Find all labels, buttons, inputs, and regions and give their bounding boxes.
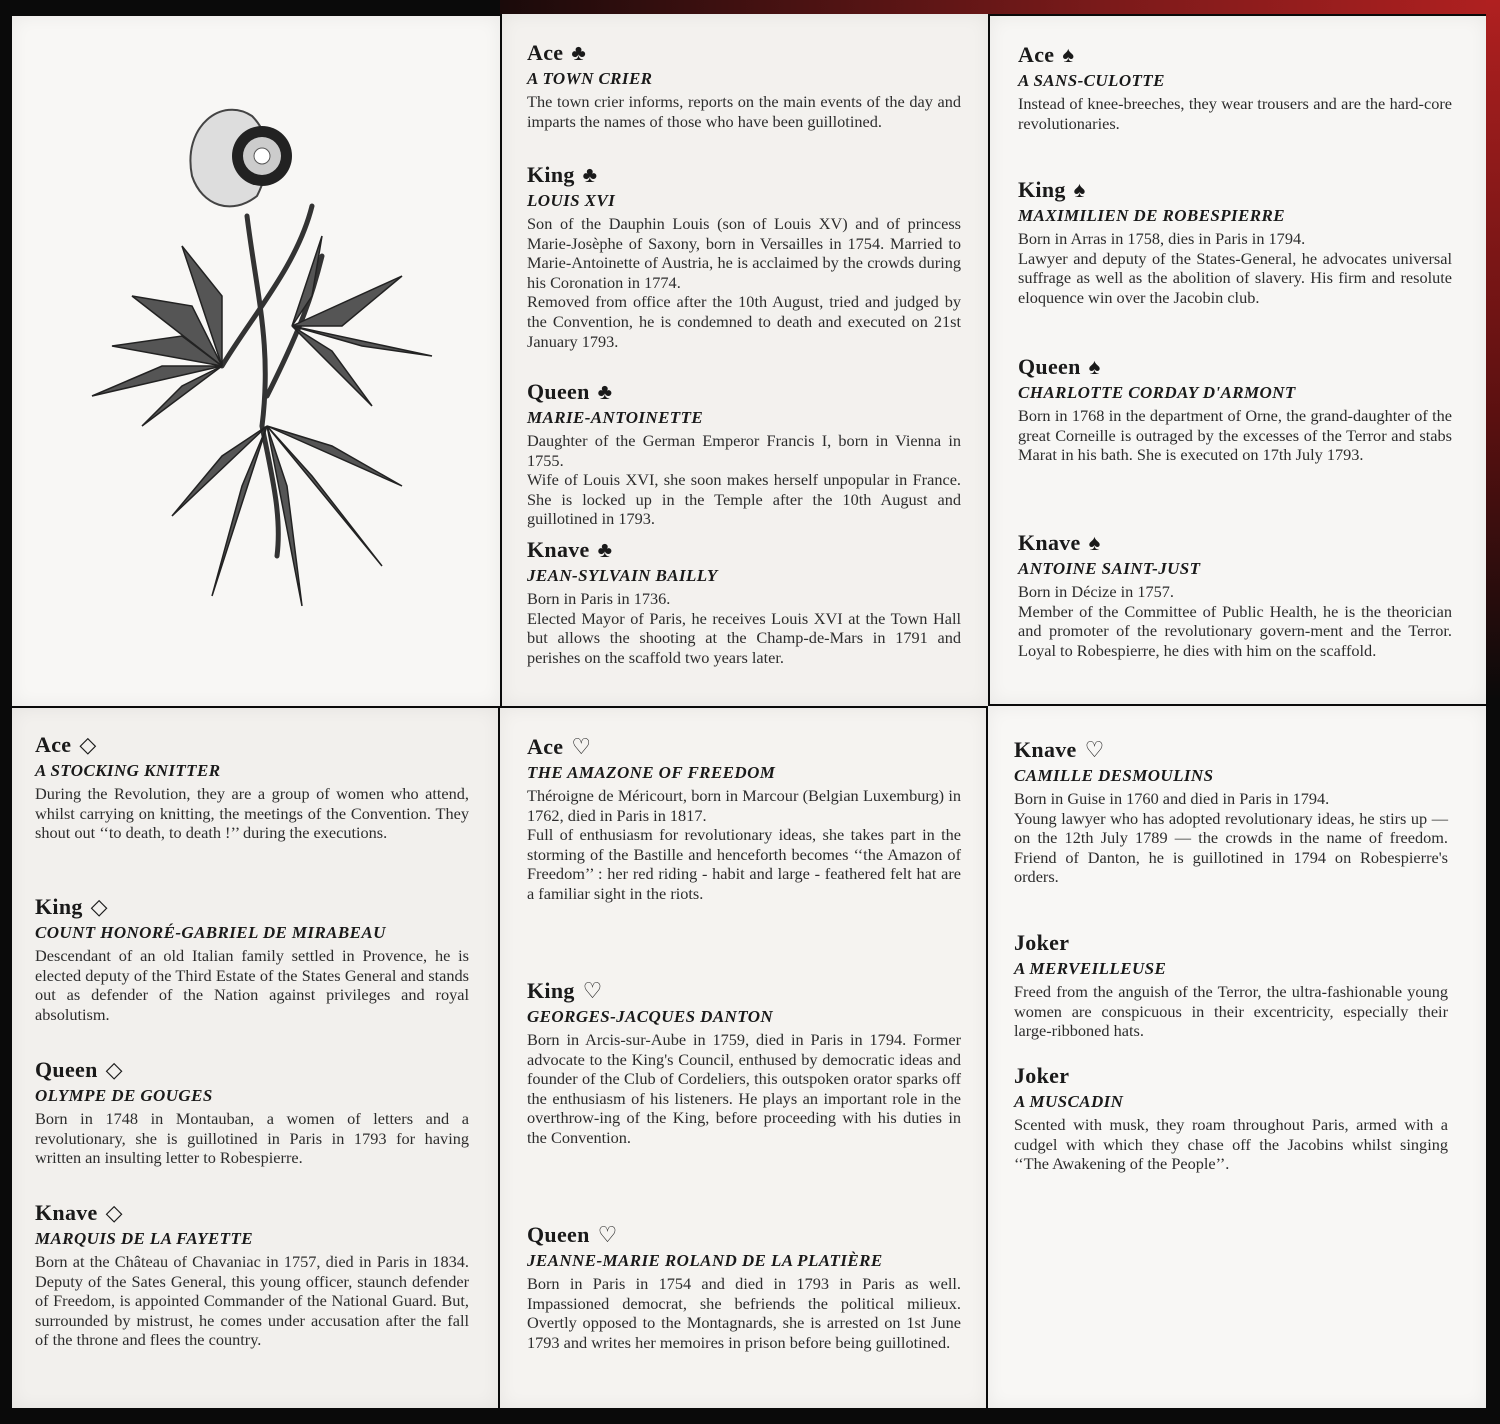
rose-with-cockade-illustration: [72, 96, 452, 636]
panel-hearts-jokers: [988, 706, 1486, 1408]
card-rank: King: [1018, 177, 1066, 202]
card-rank: Joker: [1014, 1063, 1070, 1088]
card-rank: Ace: [527, 734, 564, 759]
panel-clubs: [502, 14, 988, 706]
character-description: Born in 1768 in the department of Orne, the grand-daughter of the great Corneille is outraged by the excesses of the Terror and stabs Marat in his bath. She is executed on 17th July 1793.: [1018, 406, 1452, 465]
card-entry: [35, 1200, 469, 1350]
card-entry: [527, 537, 961, 667]
card-entry: [527, 162, 961, 351]
card-rank: Queen: [527, 1222, 590, 1247]
character-description: Born in Paris in 1754 and died in 1793 in Paris as well. Impassioned democrat, she befriends the political milieux. Overtly opposed to the Montagnards, she is arrested on 1st June 1793 and writes her memoires in prison before being guillotined.: [527, 1274, 961, 1352]
character-description: Elected Mayor of Paris, he receives Louis XVI at the Town Hall but allows the shooting at the Champ-de-Mars in 1791 and perishes on the scaffold two years later.: [527, 608, 961, 667]
card-rank: Queen: [527, 379, 590, 404]
character-title: A TOWN CRIER: [527, 69, 653, 88]
card-entry: [35, 732, 469, 843]
card-entry: [1018, 530, 1452, 660]
card-rank-heading: [1018, 530, 1452, 556]
card-rank-heading: [35, 894, 469, 920]
card-rank: Knave: [527, 537, 590, 562]
suit-icon: ♠: [1088, 530, 1101, 555]
panel-hearts: [500, 708, 986, 1408]
card-rank: Queen: [35, 1057, 98, 1082]
panel-illustration: [12, 16, 500, 706]
card-rank-heading: [527, 978, 961, 1004]
card-entry: [527, 978, 961, 1148]
card-rank-heading: [1014, 737, 1448, 763]
suit-icon: ♣: [597, 379, 613, 404]
card-rank: Ace: [1018, 42, 1055, 67]
card-rank-heading: [1018, 177, 1452, 203]
card-entry: [527, 734, 961, 904]
character-title: LOUIS XVI: [527, 191, 616, 210]
character-description: Born in Guise in 1760 and died in Paris in 1794.: [1014, 789, 1330, 808]
suit-icon: ♡: [1084, 737, 1105, 762]
card-entry: [1018, 42, 1452, 133]
suit-icon: ♣: [582, 162, 598, 187]
card-rank: King: [527, 978, 575, 1003]
card-rank-heading: [1014, 930, 1448, 956]
suit-icon: ◇: [79, 732, 97, 757]
card-rank: Knave: [1018, 530, 1081, 555]
character-description: The town crier informs, reports on the main events of the day and imparts the names of those who have been guillotined.: [527, 92, 961, 131]
card-rank-heading: [35, 732, 469, 758]
suit-icon: ◇: [90, 894, 108, 919]
card-rank: Knave: [1014, 737, 1077, 762]
card-rank-heading: [527, 734, 961, 760]
card-rank-heading: [527, 1222, 961, 1248]
card-entry: [1018, 177, 1452, 307]
character-description: Member of the Committee of Public Health, he is the theorician and promoter of the revolutionary govern-ment and the Terror. Loyal to Robespierre, he dies with him on the scaffold.: [1018, 601, 1452, 660]
suit-icon: ♣: [571, 40, 587, 65]
card-rank-heading: [527, 40, 961, 66]
character-title: MARQUIS DE LA FAYETTE: [35, 1229, 253, 1248]
character-title: A SANS-CULOTTE: [1018, 71, 1165, 90]
card-rank-heading: [1014, 1063, 1448, 1089]
card-rank: King: [527, 162, 575, 187]
character-title: MAXIMILIEN DE ROBESPIERRE: [1018, 206, 1285, 225]
scan-edge: [1486, 0, 1500, 700]
character-description: Son of the Dauphin Louis (son of Louis XV) and of princess Marie-Josèphe of Saxony, born in Versailles in 1754. Married to Marie-Antoinette of Austria, he is acclaimed by the crowds during his Coronation in 1774.: [527, 214, 961, 292]
character-description: Born at the Château of Chavaniac in 1757, died in Paris in 1834. Deputy of the Sates General, this young officer, staunch defender of Freedom, is appointed Commander of the National Guard. But, surrounded by mistrust, he comes under accusation after the fall of the throne and flees the country.: [35, 1252, 469, 1350]
card-rank-heading: [527, 537, 961, 563]
card-entry: [527, 1222, 961, 1352]
character-description: Théroigne de Méricourt, born in Marcour (Belgian Luxemburg) in 1762, died in Paris in 1817.: [527, 786, 961, 825]
character-description: Born in Arcis-sur-Aube in 1759, died in Paris in 1794. Former advocate to the King's Council, enthused by democratic ideas and founder of the Club of Cordeliers, this outspoken orator sparks off the enthusiasm of his listeners. He plays an important role in the overthrow-ing of the King, before proceeding with his duties in the Convention.: [527, 1030, 961, 1147]
character-description: Born in 1748 in Montauban, a women of letters and a revolutionary, she is guillotined in Paris in 1793 for having written an insulting letter to Robespierre.: [35, 1109, 469, 1168]
card-entry: [527, 40, 961, 131]
card-rank-heading: [1018, 42, 1452, 68]
character-description: During the Revolution, they are a group of women who attend, whilst carrying on knitting, the meetings of the Convention. They shout out ‘‘to death, to death !’’ during the executions.: [35, 784, 469, 843]
character-description: Born in Arras in 1758, dies in Paris in 1794.: [1018, 229, 1306, 248]
character-title: ANTOINE SAINT-JUST: [1018, 559, 1201, 578]
card-rank-heading: [527, 379, 961, 405]
character-description: Born in Décize in 1757.: [1018, 582, 1174, 601]
card-rank-heading: [35, 1057, 469, 1083]
character-description: Wife of Louis XVI, she soon makes herself unpopular in France. She is locked up in the Temple after the 10th August and guillotined in 1793.: [527, 470, 961, 529]
character-description: Instead of knee-breeches, they wear trousers and are the hard-core revolutionaries.: [1018, 94, 1452, 133]
card-entry: [527, 379, 961, 529]
card-entry: [1014, 737, 1448, 887]
character-title: JEANNE-MARIE ROLAND DE LA PLATIÈRE: [527, 1251, 883, 1270]
character-title: JEAN-SYLVAIN BAILLY: [527, 566, 718, 585]
character-description: Descendant of an old Italian family settled in Provence, he is elected deputy of the Third Estate of the States General and stands out as defender of the Nation against privileges and royal absolutism.: [35, 946, 469, 1024]
character-title: A MERVEILLEUSE: [1014, 959, 1167, 978]
scan-edge: [500, 0, 1500, 14]
card-entry: [35, 894, 469, 1024]
character-title: MARIE-ANTOINETTE: [527, 408, 704, 427]
character-title: COUNT HONORÉ-GABRIEL DE MIRABEAU: [35, 923, 386, 942]
panel-diamonds: [12, 708, 498, 1408]
card-rank: Joker: [1014, 930, 1070, 955]
card-rank: Ace: [527, 40, 564, 65]
card-rank-heading: [35, 1200, 469, 1226]
character-title: GEORGES-JACQUES DANTON: [527, 1007, 774, 1026]
character-description: Scented with musk, they roam throughout Paris, armed with a cudgel with which they chase off the Jacobins whilst singing ‘‘The Awakening of the People’’.: [1014, 1115, 1448, 1174]
character-description: Lawyer and deputy of the States-General, he advocates universal suffrage as well as the abolition of slavery. His firm and resolute eloquence win over the Jacobin club.: [1018, 248, 1452, 307]
card-rank: Knave: [35, 1200, 98, 1225]
card-entry: [1014, 930, 1448, 1041]
suit-icon: ◇: [105, 1200, 123, 1225]
character-title: OLYMPE DE GOUGES: [35, 1086, 213, 1105]
card-rank-heading: [1018, 354, 1452, 380]
character-description: Young lawyer who has adopted revolutionary ideas, he stirs up — on the 12th July 1789 — the crowds in the name of freedom. Friend of Danton, he is guillotined in 1794 on Robespierre's orders.: [1014, 808, 1448, 887]
suit-icon: ◇: [105, 1057, 123, 1082]
character-title: CAMILLE DESMOULINS: [1014, 766, 1214, 785]
card-entry: [1014, 1063, 1448, 1174]
card-entry: [35, 1057, 469, 1168]
card-rank: Queen: [1018, 354, 1081, 379]
panel-spades: [990, 16, 1486, 704]
suit-icon: ♠: [1062, 42, 1075, 67]
character-description: Born in Paris in 1736.: [527, 589, 671, 608]
suit-icon: ♡: [582, 978, 603, 1003]
card-entry: [1018, 354, 1452, 465]
suit-icon: ♠: [1088, 354, 1101, 379]
card-rank: King: [35, 894, 83, 919]
character-title: CHARLOTTE CORDAY D'ARMONT: [1018, 383, 1296, 402]
card-rank: Ace: [35, 732, 72, 757]
character-description: Removed from office after the 10th August, tried and judged by the Convention, he is condemned to death and executed on 21st January 1793.: [527, 292, 961, 351]
character-description: Full of enthusiasm for revolutionary ideas, she takes part in the storming of the Bastille and henceforth becomes ‘‘the Amazon of Freedom’’ : her red riding - habit and large - feathered felt hat are a familiar sight in the riots.: [527, 825, 961, 903]
character-title: THE AMAZONE OF FREEDOM: [527, 763, 776, 782]
character-description: Daughter of the German Emperor Francis I, born in Vienna in 1755.: [527, 431, 961, 470]
character-description: Freed from the anguish of the Terror, the ultra-fashionable young women are conspicuous in their excentricity, especially their large-ribboned hats.: [1014, 982, 1448, 1041]
character-title: A MUSCADIN: [1014, 1092, 1124, 1111]
card-rank-heading: [527, 162, 961, 188]
suit-icon: ♡: [597, 1222, 618, 1247]
suit-icon: ♡: [571, 734, 592, 759]
character-title: A STOCKING KNITTER: [35, 761, 221, 780]
suit-icon: ♣: [597, 537, 613, 562]
suit-icon: ♠: [1073, 177, 1086, 202]
